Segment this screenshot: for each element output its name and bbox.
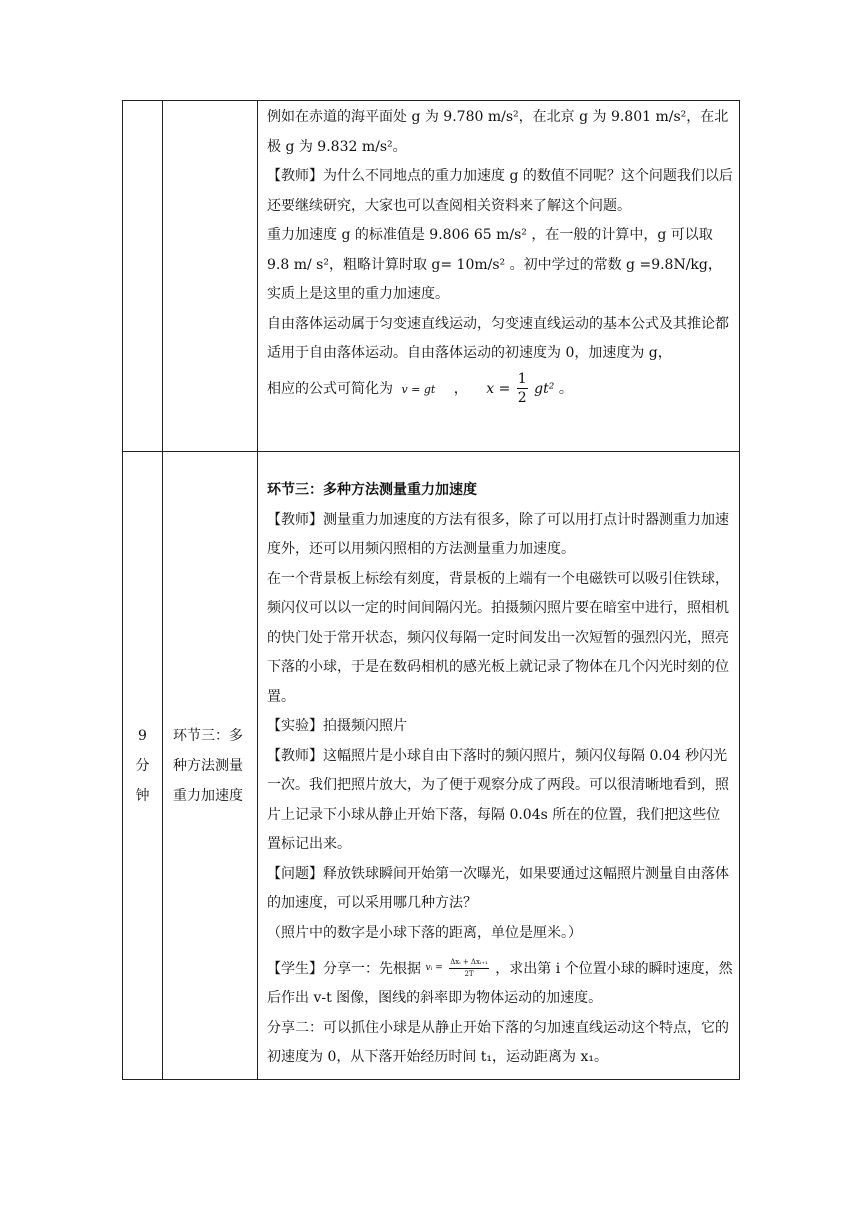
time-value: 9 (138, 727, 147, 744)
formula-separator: ， (453, 380, 468, 397)
paragraph: 重力加速度 g 的标准值是 9.806 65 m/s² ，在一般的计算中，g 可以取 9.8 m/ s²，粗略计算时取 g= 10m/s² 。初中学过的常数 g =9.8N/kg，实质上是这里的重力加速度。 (267, 227, 722, 302)
formula-intro: 相应的公式可简化为 (267, 380, 393, 397)
paragraph: 【教师】这幅照片是小球自由下落时的频闪照片，频闪仪每隔 0.04 秒闪光一次。我们把照片放大，为了便于观察分成了两段。可以很清晰地看到，照片上记录下小球从静止开始下落，每隔 0.04s 所在的位置，我们把这些位置标记出来。 (267, 747, 729, 852)
content-cell (258, 101, 740, 452)
paragraph: 【问题】释放铁球瞬间开始第一次曝光，如果要通过这幅照片测量自由落体的加速度，可以采用哪几种方法？ (267, 865, 729, 911)
share-two: 分享二：可以抓住小球是从静止开始下落的匀加速直线运动这个特点，它的初速度为 0，从下落开始经历时间 t₁，运动距离为 x₁。 (267, 1019, 729, 1066)
table-row (123, 101, 740, 452)
paragraph: 例如在赤道的海平面处 g 为 9.780 m/s²，在北京 g 为 9.801 m/s²，在北极 g 为 9.832 m/s²。 (267, 109, 729, 155)
fraction-one-half: $\frac{1}{2}$ (517, 371, 527, 406)
section-cell: 环节三：多种方法测量重力加速度 (163, 452, 258, 1080)
paragraph: 自由落体运动属于匀变速直线运动，匀变速直线运动的基本公式及其推论都适用于自由落体运动。自由落体运动的初速度为 0，加速度为 g， (267, 315, 729, 361)
formula-displacement-lhs: x = (486, 380, 511, 397)
time-cell-empty (123, 101, 163, 452)
lesson-plan-table (122, 100, 740, 1080)
paragraph: 【教师】测量重力加速度的方法有很多，除了可以用打点计时器测重力加速度外，还可以用频闪照相的方法测量重力加速度。 (267, 511, 729, 557)
section-cell-empty (163, 101, 258, 452)
formula-end: 。 (558, 380, 573, 397)
formula-instant-velocity-lhs: vᵢ = (425, 963, 443, 973)
paragraph: （照片中的数字是小球下落的距离，单位是厘米。） (267, 924, 582, 941)
formula-displacement-rhs: gt² (534, 380, 555, 397)
share-one: 【学生】分享一：先根据 vᵢ = $\frac{\text{Δxᵢ + Δxᵢ₊₁}}{2T}$ ，求出第 i 个位置小球的瞬时速度，然后作出 v-t 图像，图线的斜率即为物体运动的加速度。 (267, 958, 733, 1007)
paragraph: 【教师】为什么不同地点的重力加速度 g 的数值不同呢？这个问题我们以后还要继续研究，大家也可以查阅相关资料来了解这个问题。 (267, 168, 733, 214)
formula-velocity: v = gt (401, 382, 436, 396)
paragraph: 在一个背景板上标绘有刻度，背景板的上端有一个电磁铁可以吸引住铁球，频闪仪可以以一定的时间间隔闪光。拍摄频闪照片要在暗室中进行，照相机的快门处于常开状态，频闪仪每隔一定时间发出一次短暂的强烈闪光，照亮下落的小球，于是在数码相机的感光板上就记录了物体在几个闪光时刻的位置。 (267, 570, 729, 705)
fraction-instant-velocity: $\frac{\text{Δxᵢ + Δxᵢ₊₁}}{2T}$ (450, 958, 488, 979)
section-heading: 环节三：多种方法测量重力加速度 (267, 482, 477, 498)
paragraph: 【实验】拍摄频闪照片 (267, 718, 407, 734)
table-row (123, 452, 740, 1080)
time-unit-1: 分 (135, 757, 150, 774)
content-cell (258, 452, 740, 1080)
time-unit-2: 钟 (135, 787, 150, 804)
formula-line (267, 369, 733, 410)
time-cell (123, 452, 163, 1080)
